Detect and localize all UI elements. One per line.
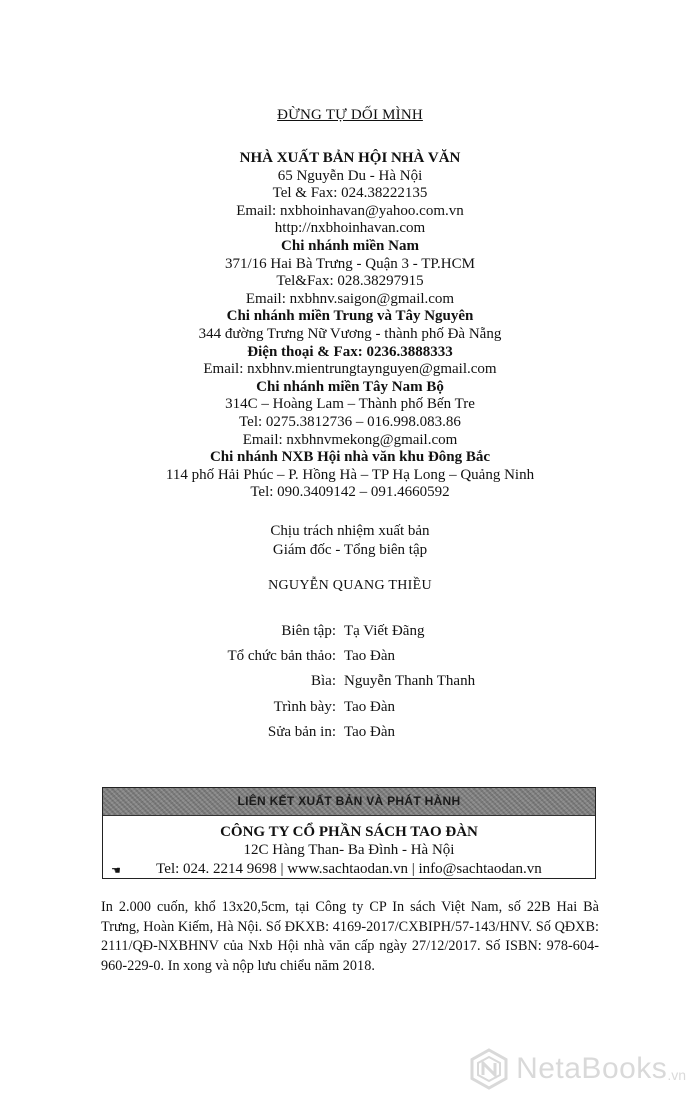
branch-south-email: Email: nxbhnv.saigon@gmail.com: [245, 290, 455, 307]
branch-central-address: 344 đường Trưng Nữ Vương - thành phố Đà Nẵng: [198, 325, 502, 342]
credit-label: Sửa bản in:: [267, 723, 336, 740]
branch-northeast-tel: Tel: 090.3409142 – 091.4660592: [250, 484, 450, 501]
credit-row: [0, 724, 700, 749]
branch-south-name: Chi nhánh miền Nam: [281, 237, 419, 254]
book-title: ĐỪNG TỰ DỐI MÌNH: [277, 107, 423, 123]
publisher-website: http://nxbhoinhavan.com: [274, 220, 426, 237]
credit-row: [0, 648, 700, 673]
credit-value: Tao Đàn: [344, 723, 396, 740]
credit-row: [0, 623, 700, 648]
credit-value: Tao Đàn: [344, 698, 396, 715]
branch-south-address: 371/16 Hai Bà Trưng - Quận 3 - TP.HCM: [225, 255, 475, 272]
distribution-box: [102, 787, 596, 879]
branch-southwest-email: Email: nxbhnvmekong@gmail.com: [242, 431, 458, 448]
distribution-contact: Tel: 024. 2214 9698 | www.sachtaodan.vn | info@sachtaodan.vn: [156, 861, 542, 877]
branch-central-phone: Điện thoại & Fax: 0236.3888333: [247, 343, 453, 360]
credit-label: Biên tập:: [281, 623, 336, 639]
publisher-name: NHÀ XUẤT BẢN HỘI NHÀ VĂN: [239, 150, 461, 166]
print-info: In 2.000 cuốn, khổ 13x20,5cm, tại Công ty CP In sách Việt Nam, số 22B Hai Bà Trưng, Hoàn Kiếm, Hà Nội. Số ĐKXB: 4169-2017/CXBIPH/57-143/HNV. Số QĐXB: 2111/QĐ-NXBHNV của Nxb Hội nhà văn cấp ngày 27/12/2017. Số ISBN: 978-604-960-229-0. In xong và nộp lưu chiểu năm 2018.: [101, 899, 599, 975]
branch-southwest-address: 314C – Hoàng Lam – Thành phố Bến Tre: [225, 396, 475, 413]
watermark: [468, 1049, 686, 1089]
distribution-body: [103, 816, 595, 879]
credit-row: [0, 673, 700, 698]
credit-label: Trình bày:: [273, 698, 336, 715]
credits-list: [0, 623, 700, 749]
branch-south-telfax: Tel&Fax: 028.38297915: [276, 273, 424, 290]
pointing-hand-icon: ☚: [111, 865, 121, 877]
director-name: NGUYỄN QUANG THIỀU: [268, 578, 432, 593]
credit-value: Nguyễn Thanh Thanh: [344, 673, 476, 690]
branch-central-email: Email: nxbhnv.mientrungtaynguyen@gmail.com: [203, 361, 497, 378]
director-title: Giám đốc - Tổng biên tập: [272, 542, 428, 558]
publisher-address: 65 Nguyễn Du - Hà Nội: [277, 167, 423, 184]
watermark-suffix: .vn: [667, 1067, 686, 1083]
publisher-block: [0, 150, 700, 502]
publisher-telfax: Tel & Fax: 024.38222135: [272, 185, 428, 202]
distribution-header: LIÊN KẾT XUẤT BẢN VÀ PHÁT HÀNH: [103, 788, 595, 816]
branch-southwest-name: Chi nhánh miền Tây Nam Bộ: [256, 378, 444, 395]
distribution-company: CÔNG TY CỔ PHẦN SÁCH TAO ĐÀN: [220, 824, 478, 840]
credit-row: [0, 699, 700, 724]
credit-value: Tao Đàn: [344, 648, 396, 665]
watermark-text: NetaBooks: [516, 1052, 668, 1085]
distribution-address: 12C Hàng Than- Ba Đình - Hà Nội: [243, 842, 455, 858]
branch-northeast-name: Chi nhánh NXB Hội nhà văn khu Đông Bắc: [209, 449, 491, 466]
credit-value: Tạ Viết Đãng: [344, 623, 425, 639]
responsibility-block: [0, 522, 700, 560]
netabooks-logo-icon: [468, 1048, 510, 1090]
publisher-email: Email: nxbhoinhavan@yahoo.com.vn: [236, 202, 464, 219]
responsibility-line: Chịu trách nhiệm xuất bản: [270, 523, 430, 539]
branch-northeast-address: 114 phố Hải Phúc – P. Hồng Hà – TP Hạ Long – Quảng Ninh: [165, 466, 535, 483]
branch-central-name: Chi nhánh miền Trung và Tây Nguyên: [226, 308, 474, 325]
credit-label: Bìa:: [311, 673, 336, 690]
credit-label: Tổ chức bản thảo:: [227, 648, 336, 665]
branch-southwest-tel: Tel: 0275.3812736 – 016.998.083.86: [239, 413, 461, 430]
